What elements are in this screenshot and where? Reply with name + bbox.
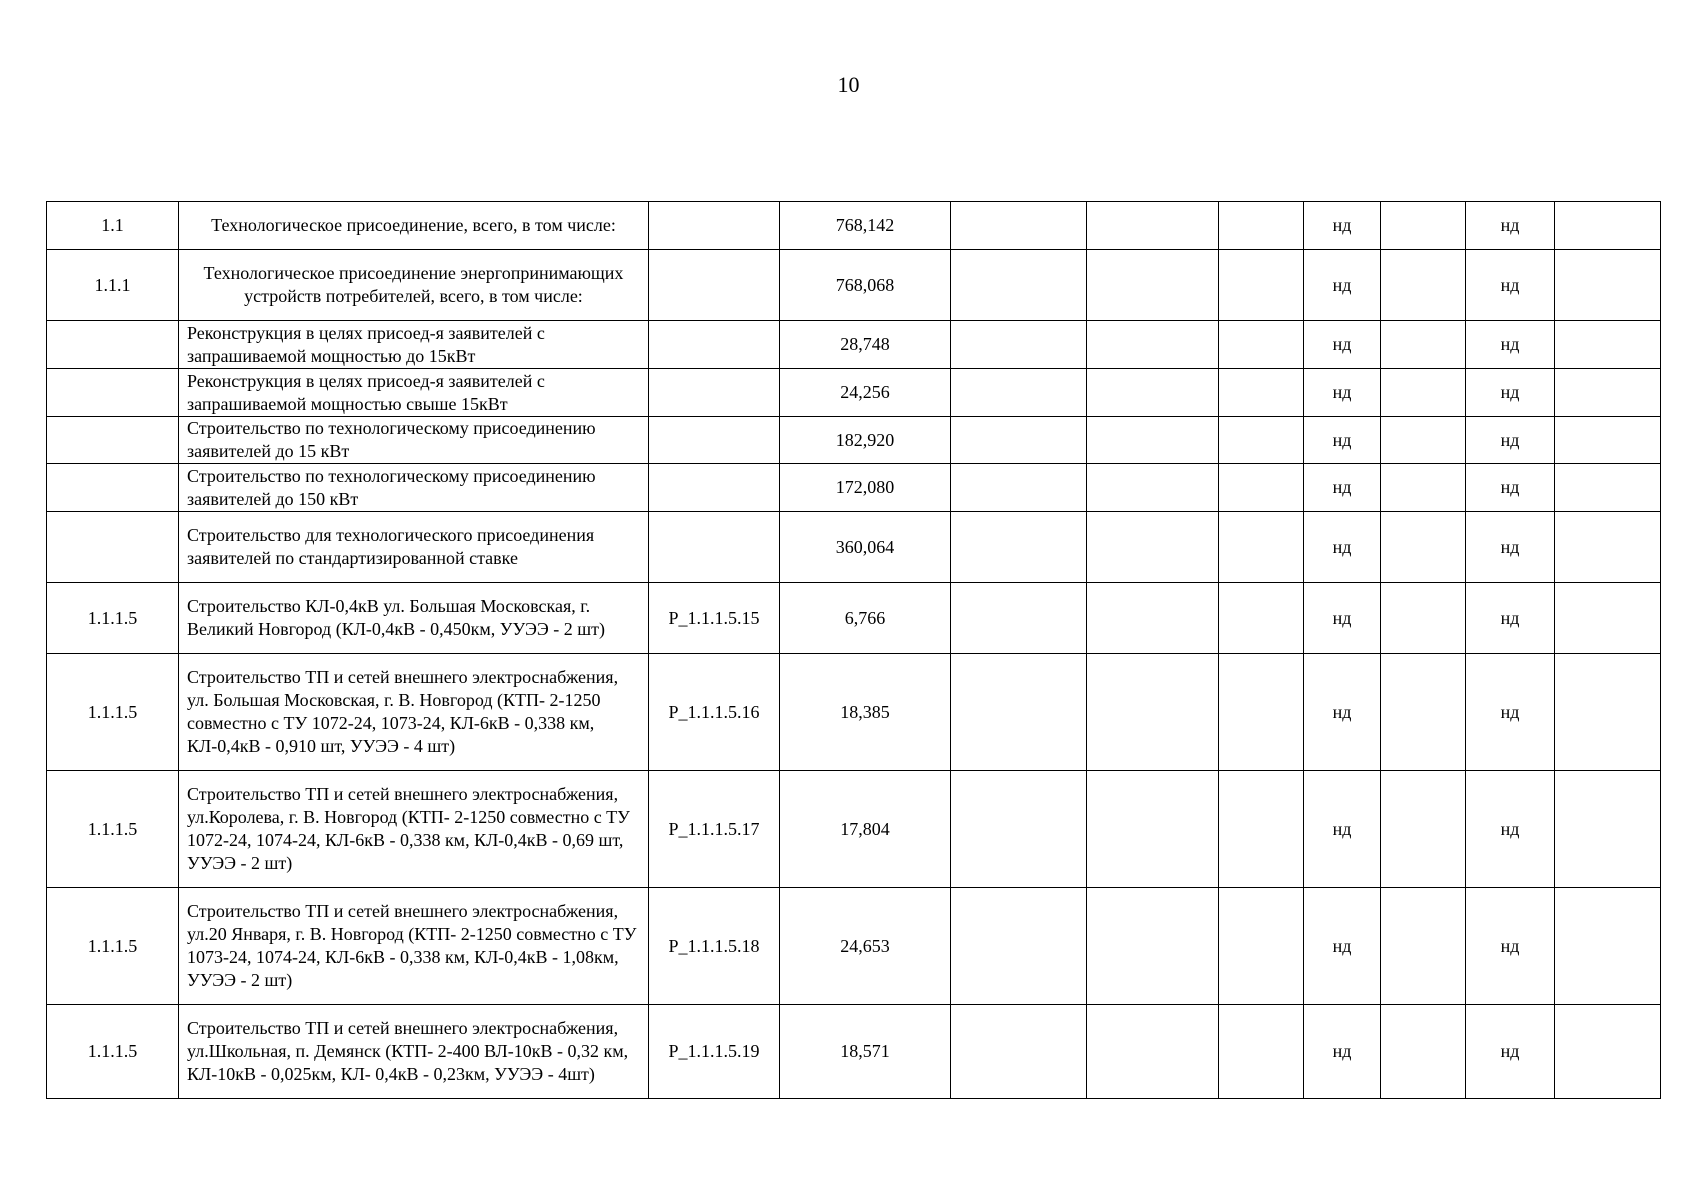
row-value: 18,385 [780, 654, 951, 771]
empty-cell [1219, 464, 1304, 512]
empty-cell [1381, 464, 1466, 512]
row-flag-2: нд [1466, 888, 1555, 1005]
empty-cell [1555, 888, 1661, 1005]
row-flag-1: нд [1304, 583, 1381, 654]
row-value: 17,804 [780, 771, 951, 888]
row-flag-1: нд [1304, 464, 1381, 512]
row-code: P_1.1.1.5.15 [649, 583, 780, 654]
row-number [47, 464, 179, 512]
empty-cell [1219, 1005, 1304, 1099]
row-flag-1: нд [1304, 250, 1381, 321]
row-flag-1: нд [1304, 202, 1381, 250]
empty-cell [1087, 771, 1219, 888]
empty-cell [1381, 512, 1466, 583]
empty-cell [1087, 888, 1219, 1005]
table-row [47, 464, 1661, 512]
empty-cell [951, 321, 1087, 369]
row-code [649, 512, 780, 583]
empty-cell [951, 464, 1087, 512]
table-row [47, 654, 1661, 771]
empty-cell [1087, 417, 1219, 464]
empty-cell [951, 202, 1087, 250]
empty-cell [951, 512, 1087, 583]
table-row [47, 369, 1661, 417]
row-value: 768,068 [780, 250, 951, 321]
row-code [649, 250, 780, 321]
empty-cell [1555, 417, 1661, 464]
empty-cell [1381, 250, 1466, 321]
empty-cell [1219, 771, 1304, 888]
row-flag-1: нд [1304, 771, 1381, 888]
row-value: 18,571 [780, 1005, 951, 1099]
row-name: Реконструкция в целях присоед-я заявителей с запрашиваемой мощностью до 15кВт [179, 321, 649, 369]
row-flag-2: нд [1466, 321, 1555, 369]
empty-cell [1219, 202, 1304, 250]
row-flag-1: нд [1304, 321, 1381, 369]
row-value: 360,064 [780, 512, 951, 583]
row-name: Строительство ТП и сетей внешнего электроснабжения, ул.20 Января, г. В. Новгород (КТП- 2-1250 совместно с ТУ 1073-24, 1074-24, КЛ-6кВ - 0,338 км, КЛ-0,4кВ - 1,08км, УУЭЭ - 2 шт) [179, 888, 649, 1005]
empty-cell [951, 888, 1087, 1005]
empty-cell [1381, 654, 1466, 771]
row-code [649, 202, 780, 250]
row-flag-1: нд [1304, 369, 1381, 417]
row-name: Строительство по технологическому присоединению заявителей до 15 кВт [179, 417, 649, 464]
empty-cell [1087, 654, 1219, 771]
row-number: 1.1.1.5 [47, 583, 179, 654]
empty-cell [1555, 202, 1661, 250]
empty-cell [1555, 321, 1661, 369]
empty-cell [1087, 512, 1219, 583]
table-row [47, 583, 1661, 654]
empty-cell [1219, 250, 1304, 321]
empty-cell [951, 654, 1087, 771]
row-flag-1: нд [1304, 888, 1381, 1005]
empty-cell [1555, 654, 1661, 771]
row-name: Строительство по технологическому присоединению заявителей до 150 кВт [179, 464, 649, 512]
row-name: Строительство КЛ-0,4кВ ул. Большая Московская, г. Великий Новгород (КЛ-0,4кВ - 0,450км, УУЭЭ - 2 шт) [179, 583, 649, 654]
row-name: Технологическое присоединение энергопринимающих устройств потребителей, всего, в том числе: [179, 250, 649, 321]
row-flag-1: нд [1304, 654, 1381, 771]
empty-cell [1555, 771, 1661, 888]
empty-cell [951, 771, 1087, 888]
empty-cell [1219, 654, 1304, 771]
table-row [47, 771, 1661, 888]
row-value: 172,080 [780, 464, 951, 512]
row-number [47, 417, 179, 464]
row-flag-2: нд [1466, 417, 1555, 464]
row-code [649, 417, 780, 464]
table-body [47, 202, 1661, 1099]
row-name: Строительство ТП и сетей внешнего электроснабжения, ул.Школьная, п. Демянск (КТП- 2-400 ВЛ-10кВ - 0,32 км, КЛ-10кВ - 0,025км, КЛ- 0,4кВ - 0,23км, УУЭЭ - 4шт) [179, 1005, 649, 1099]
row-number [47, 321, 179, 369]
row-name: Строительство для технологического присоединения заявителей по стандартизированной ставке [179, 512, 649, 583]
empty-cell [1555, 464, 1661, 512]
empty-cell [1087, 1005, 1219, 1099]
empty-cell [1381, 771, 1466, 888]
empty-cell [951, 583, 1087, 654]
table-row [47, 250, 1661, 321]
row-flag-1: нд [1304, 1005, 1381, 1099]
row-name: Строительство ТП и сетей внешнего электроснабжения, ул.Королева, г. В. Новгород (КТП- 2-1250 совместно с ТУ 1072-24, 1074-24, КЛ-6кВ - 0,338 км, КЛ-0,4кВ - 0,69 шт, УУЭЭ - 2 шт) [179, 771, 649, 888]
row-flag-2: нд [1466, 512, 1555, 583]
table-row [47, 321, 1661, 369]
empty-cell [1087, 464, 1219, 512]
row-flag-2: нд [1466, 583, 1555, 654]
row-flag-2: нд [1466, 1005, 1555, 1099]
table-row [47, 1005, 1661, 1099]
page-number: 10 [837, 72, 860, 97]
empty-cell [1381, 888, 1466, 1005]
empty-cell [1555, 512, 1661, 583]
row-name: Технологическое присоединение, всего, в том числе: [179, 202, 649, 250]
row-code: P_1.1.1.5.17 [649, 771, 780, 888]
row-flag-1: нд [1304, 417, 1381, 464]
row-code [649, 369, 780, 417]
row-flag-2: нд [1466, 250, 1555, 321]
table-row [47, 202, 1661, 250]
empty-cell [1381, 369, 1466, 417]
empty-cell [1555, 1005, 1661, 1099]
row-number: 1.1.1.5 [47, 1005, 179, 1099]
empty-cell [1087, 202, 1219, 250]
empty-cell [1381, 583, 1466, 654]
empty-cell [1381, 1005, 1466, 1099]
empty-cell [1219, 321, 1304, 369]
empty-cell [1381, 202, 1466, 250]
row-name: Реконструкция в целях присоед-я заявителей с запрашиваемой мощностью свыше 15кВт [179, 369, 649, 417]
investment-table [46, 201, 1661, 1099]
row-number: 1.1 [47, 202, 179, 250]
row-flag-2: нд [1466, 202, 1555, 250]
row-flag-2: нд [1466, 369, 1555, 417]
empty-cell [951, 417, 1087, 464]
table-row [47, 417, 1661, 464]
row-value: 768,142 [780, 202, 951, 250]
empty-cell [951, 369, 1087, 417]
empty-cell [1219, 583, 1304, 654]
empty-cell [951, 250, 1087, 321]
row-value: 6,766 [780, 583, 951, 654]
empty-cell [1219, 512, 1304, 583]
empty-cell [1087, 369, 1219, 417]
row-value: 24,653 [780, 888, 951, 1005]
empty-cell [1219, 417, 1304, 464]
empty-cell [1381, 321, 1466, 369]
empty-cell [1381, 417, 1466, 464]
row-code: P_1.1.1.5.18 [649, 888, 780, 1005]
row-code: P_1.1.1.5.19 [649, 1005, 780, 1099]
row-number [47, 369, 179, 417]
row-code [649, 321, 780, 369]
empty-cell [1087, 321, 1219, 369]
row-number: 1.1.1.5 [47, 771, 179, 888]
row-number: 1.1.1.5 [47, 654, 179, 771]
row-value: 28,748 [780, 321, 951, 369]
row-flag-2: нд [1466, 464, 1555, 512]
row-name: Строительство ТП и сетей внешнего электроснабжения, ул. Большая Московская, г. В. Новгород (КТП- 2-1250 совместно с ТУ 1072-24, 1073-24, КЛ-6кВ - 0,338 км, КЛ-0,4кВ - 0,910 шт, УУЭЭ - 4 шт) [179, 654, 649, 771]
row-value: 182,920 [780, 417, 951, 464]
row-number: 1.1.1 [47, 250, 179, 321]
row-code: P_1.1.1.5.16 [649, 654, 780, 771]
row-flag-2: нд [1466, 771, 1555, 888]
empty-cell [1087, 583, 1219, 654]
row-number [47, 512, 179, 583]
table-row [47, 512, 1661, 583]
empty-cell [951, 1005, 1087, 1099]
row-code [649, 464, 780, 512]
row-value: 24,256 [780, 369, 951, 417]
empty-cell [1219, 888, 1304, 1005]
empty-cell [1555, 250, 1661, 321]
table-row [47, 888, 1661, 1005]
empty-cell [1555, 369, 1661, 417]
row-flag-1: нд [1304, 512, 1381, 583]
empty-cell [1219, 369, 1304, 417]
row-number: 1.1.1.5 [47, 888, 179, 1005]
row-flag-2: нд [1466, 654, 1555, 771]
empty-cell [1555, 583, 1661, 654]
empty-cell [1087, 250, 1219, 321]
